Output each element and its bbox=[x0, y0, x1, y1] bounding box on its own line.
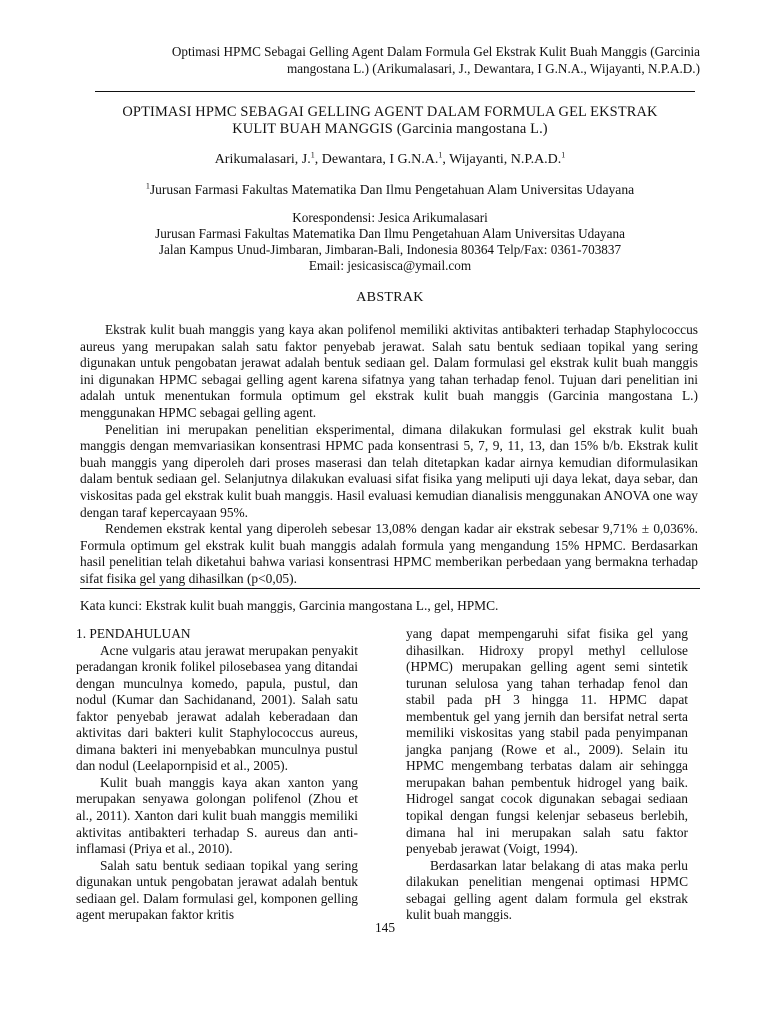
body-column-left bbox=[76, 626, 358, 924]
author-list bbox=[80, 151, 700, 168]
body-paragraph: Acne vulgaris atau jerawat merupakan penyakit peradangan kronik folikel pilosebasea yang ditandai dengan munculnya komedo, papula, pustul, dan nodul (Kumar dan Sachidanand, 2001). Salah satu faktor penyebab jerawat adalah keberadaan dan aktivitas dari bakteri kulit Staphylococcus aureus, dimana bakteri ini menyebabkan munculnya pustul dan nodul (Leelapornpisid et al., 2005). bbox=[76, 642, 358, 774]
affiliation-mark: 1 bbox=[145, 181, 150, 191]
abstract-heading: ABSTRAK bbox=[356, 290, 424, 305]
keywords: Kata kunci: Ekstrak kulit buah manggis, Garcinia mangostana L., gel, HPMC. bbox=[80, 598, 499, 613]
paper-title-line-2: KULIT BUAH MANGGIS (Garcinia mangostana L.) bbox=[232, 121, 548, 137]
abstract-body bbox=[80, 322, 698, 588]
correspondence-block bbox=[80, 210, 700, 274]
abstract-paragraph: Penelitian ini merupakan penelitian eksperimental, dimana dilakukan formulasi gel ekstrak kulit buah manggis dengan memvariasikan konsentrasi HPMC pada konsentrasi 5, 7, 9, 11, 13, dan 15% b/b. Ekstrak kulit buah manggis yang diperoleh dari proses maserasi dan telah ditetapkan kadar airnya kemudian diformulasikan dalam bentuk sediaan gel. Selanjutnya dilakukan evaluasi sifat fisika yang meliputi uji daya lekat, daya sebar, dan viskositas pada gel ekstrak kulit buah manggis. Hasil evaluasi kemudian dianalisis menggunakan ANOVA one way dengan taraf kepercayaan 95%. bbox=[80, 421, 698, 520]
paper-title-line-1: OPTIMASI HPMC SEBAGAI GELLING AGENT DALAM FORMULA GEL EKSTRAK bbox=[122, 104, 658, 120]
body-column-right bbox=[406, 626, 688, 924]
keywords-divider bbox=[80, 588, 700, 589]
body-paragraph: Kulit buah manggis kaya akan xanton yang merupakan senyawa golongan polifenol (Zhou et al., 2011). Xanton dari kulit buah manggis memiliki aktivitas antibakteri terhadap S. aureus dan anti-inflamasi (Priya et al., 2010). bbox=[76, 774, 358, 857]
header-divider bbox=[95, 91, 695, 92]
affiliation bbox=[80, 181, 700, 198]
running-head-line-2: mangostana L.) (Arikumalasari, J., Dewantara, I G.N.A., Wijayanti, N.P.A.D.) bbox=[286, 61, 700, 76]
correspondence-department: Jurusan Farmasi Fakultas Matematika Dan Ilmu Pengetahuan Alam Universitas Udayana bbox=[155, 226, 625, 241]
paper-title bbox=[80, 104, 700, 138]
running-head bbox=[80, 43, 700, 77]
correspondence-name: Korespondensi: Jesica Arikumalasari bbox=[292, 210, 488, 225]
correspondence-email[interactable]: Email: jesicasisca@ymail.com bbox=[308, 258, 472, 273]
correspondence-address: Jalan Kampus Unud-Jimbaran, Jimbaran-Bali, Indonesia 80364 Telp/Fax: 0361-703837 bbox=[158, 242, 622, 257]
abstract-paragraph: Ekstrak kulit buah manggis yang kaya akan polifenol memiliki aktivitas antibakteri terhadap Staphylococcus aureus yang merupakan salah satu faktor penyebab jerawat. Salah satu bentuk sediaan topikal yang sering digunakan untuk pengobatan jerawat adalah bentuk sediaan gel. Dalam formulasi gel ekstrak kulit buah manggis ini digunakan HPMC sebagai gelling agent karena sifatnya yang tahan terhadap fenol. Tujuan dari penelitian ini adalah untuk menentukan formula optimum gel ekstrak kulit buah manggis (Garcinia mangostana L.) menggunakan HPMC sebagai gelling agent. bbox=[80, 322, 698, 420]
body-paragraph: yang dapat mempengaruhi sifat fisika gel yang dihasilkan. Hidroxy propyl methyl cellulose (HPMC) merupakan gelling agent semi sintetik turunan selulosa yang tahan terhadap fenol dan stabil pada pH 3 hingga 11. HPMC dapat membentuk gel yang jernih dan bersifat netral serta memiliki viskositas yang stabil pada penyimpanan jangka panjang (Rowe et al., 2009). Selain itu HPMC mengembang terbatas dalam air sehingga merupakan bahan pembentuk hidrogel yang baik. Hidrogel sangat cocok digunakan sebagai sediaan topikal dengan fungsi kelenjar sebaseus berlebih, dimana hal ini merupakan salah satu faktor penyebab jerawat (Voigt, 1994). bbox=[406, 626, 688, 857]
body-paragraph: Berdasarkan latar belakang di atas maka perlu dilakukan penelitian mengenai optimasi HPMC sebagai gelling agent dalam formula gel ekstrak kulit buah manggis. bbox=[406, 857, 688, 923]
author-2: , Dewantara, I G.N.A. bbox=[314, 152, 439, 167]
running-head-line-1: Optimasi HPMC Sebagai Gelling Agent Dalam Formula Gel Ekstrak Kulit Buah Manggis (Garcinia bbox=[171, 44, 700, 59]
author-1-affiliation-mark: 1 bbox=[310, 150, 315, 160]
affiliation-text: Jurusan Farmasi Fakultas Matematika Dan Ilmu Pengetahuan Alam Universitas Udayana bbox=[149, 182, 635, 197]
abstract-paragraph: Rendemen ekstrak kental yang diperoleh sebesar 13,08% dengan kadar air ekstrak sebesar 9,71% ± 0,036%. Formula optimum gel ekstrak kulit buah manggis adalah formula yang mengandung 15% HPMC. Berdasarkan hasil penelitian telah diketahui bahwa variasi konsentrasi HPMC memberikan perbedaan yang bermakna terhadap sifat fisika gel yang dihasilkan (p<0,05). bbox=[80, 521, 698, 586]
author-3: , Wijayanti, N.P.A.D. bbox=[442, 152, 562, 167]
section-heading: 1. PENDAHULUAN bbox=[76, 626, 191, 641]
author-1: Arikumalasari, J. bbox=[214, 152, 311, 167]
author-2-affiliation-mark: 1 bbox=[438, 150, 443, 160]
author-3-affiliation-mark: 1 bbox=[561, 150, 566, 160]
page-number: 145 bbox=[374, 920, 396, 935]
body-paragraph: Salah satu bentuk sediaan topikal yang sering digunakan untuk pengobatan jerawat adalah bentuk sediaan gel. Dalam formulasi gel, komponen gelling agent merupakan faktor kritis bbox=[76, 857, 358, 923]
